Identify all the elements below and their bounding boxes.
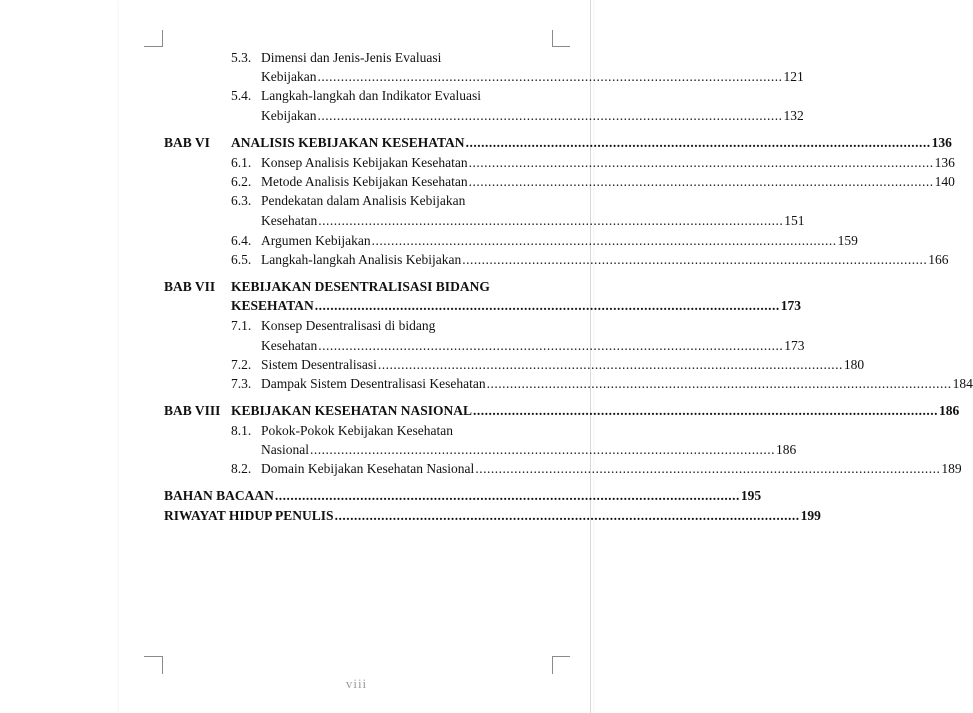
chapter-entry bbox=[231, 134, 952, 152]
toc-entry-line bbox=[261, 107, 804, 125]
chapter-title: RIWAYAT HIDUP PENULIS bbox=[164, 508, 334, 523]
toc-page-number: 121 bbox=[783, 69, 804, 84]
toc-entry bbox=[231, 173, 955, 191]
toc-entry-number: 6.1. bbox=[231, 155, 252, 170]
toc-entry-number: 5.4. bbox=[231, 88, 252, 103]
toc-entry-number: 8.2. bbox=[231, 461, 252, 476]
dot-leader: ........................................................................................................................ bbox=[318, 338, 784, 353]
toc-entry-number: 5.3. bbox=[231, 50, 252, 65]
chapter-title: ANALISIS KEBIJAKAN KESEHATAN bbox=[231, 135, 465, 150]
toc-entry-line bbox=[261, 212, 805, 230]
toc-page-number: 136 bbox=[934, 155, 955, 170]
toc-page-number: 199 bbox=[800, 508, 821, 523]
dot-leader: ........................................................................................................................ bbox=[377, 357, 843, 372]
toc-entry-number: 6.3. bbox=[231, 193, 252, 208]
toc-entry bbox=[231, 460, 962, 478]
toc-entry-number: 6.5. bbox=[231, 252, 252, 267]
toc-entry-title: Konsep Analisis Kebijakan Kesehatan bbox=[261, 155, 468, 170]
toc-entry bbox=[231, 251, 949, 269]
toc-page-number: 180 bbox=[843, 357, 865, 372]
toc-entry-title: Pokok-Pokok Kebijakan Kesehatan bbox=[261, 423, 453, 438]
toc-entry-line bbox=[261, 337, 805, 355]
chapter-entry bbox=[231, 402, 960, 420]
toc-entry bbox=[231, 87, 551, 105]
toc-entry-title: Sistem Desentralisasi bbox=[261, 357, 377, 372]
toc-page-number: 140 bbox=[934, 174, 955, 189]
chapter-title: KEBIJAKAN DESENTRALISASI BIDANG bbox=[231, 279, 490, 294]
toc-entry bbox=[231, 154, 955, 172]
toc-entry-title: Kesehatan bbox=[261, 213, 318, 228]
toc-entry-title: Langkah-langkah dan Indikator Evaluasi bbox=[261, 88, 482, 103]
toc-entry-line bbox=[261, 68, 804, 86]
toc-entry-number: 7.3. bbox=[231, 376, 252, 391]
chapter-label: BAB VI bbox=[164, 135, 210, 150]
toc-entry-title: Kebijakan bbox=[261, 69, 317, 84]
toc-entry-title: Kesehatan bbox=[261, 338, 318, 353]
toc-page-number: 136 bbox=[931, 135, 952, 150]
toc-entry bbox=[231, 356, 865, 374]
toc-entry-title: Argumen Kebijakan bbox=[261, 233, 371, 248]
chapter-entry bbox=[164, 507, 821, 525]
toc-entry bbox=[231, 49, 551, 67]
dot-leader: ........................................................................................................................ bbox=[468, 155, 934, 170]
toc-entry-title: Kebijakan bbox=[261, 108, 317, 123]
toc-entry-title: Dimensi dan Jenis-Jenis Evaluasi bbox=[261, 50, 442, 65]
toc-page-number: 132 bbox=[783, 108, 804, 123]
chapter-label: BAB VII bbox=[164, 279, 216, 294]
dot-leader: ........................................................................................................................ bbox=[475, 461, 941, 476]
chapter-entry bbox=[164, 487, 762, 505]
dot-leader: ........................................................................................................................ bbox=[468, 174, 934, 189]
toc-entry-title: Konsep Desentralisasi di bidang bbox=[261, 318, 436, 333]
chapter-title: BAHAN BACAAN bbox=[164, 488, 274, 503]
toc-entry-title: Pendekatan dalam Analisis Kebijakan bbox=[261, 193, 466, 208]
dot-leader: ........................................................................................................................ bbox=[334, 508, 800, 523]
toc-entry-number: 7.2. bbox=[231, 357, 252, 372]
dot-leader: ........................................................................................................................ bbox=[314, 298, 780, 313]
toc-entry bbox=[231, 317, 551, 335]
toc-entry bbox=[231, 375, 973, 393]
chapter-title: KESEHATAN bbox=[231, 298, 314, 313]
dot-leader: ........................................................................................................................ bbox=[486, 376, 952, 391]
toc-page-number: 173 bbox=[784, 338, 805, 353]
toc-page-number: 173 bbox=[780, 298, 802, 313]
dot-leader: ........................................................................................................................ bbox=[317, 108, 783, 123]
toc-page-number: 159 bbox=[837, 233, 858, 248]
dot-leader: ........................................................................................................................ bbox=[473, 403, 939, 418]
dot-leader: ........................................................................................................................ bbox=[310, 442, 775, 457]
toc-entry-number: 6.4. bbox=[231, 233, 252, 248]
dot-leader: ........................................................................................................................ bbox=[274, 488, 740, 503]
dot-leader: ........................................................................................................................ bbox=[371, 233, 837, 248]
dot-leader: ........................................................................................................................ bbox=[462, 252, 928, 267]
chapter-label: BAB VIII bbox=[164, 403, 221, 418]
toc-entry bbox=[231, 232, 858, 250]
toc-entry-title: Nasional bbox=[261, 442, 309, 457]
page-number: viii bbox=[345, 676, 368, 691]
toc-entry-number: 6.2. bbox=[231, 174, 252, 189]
toc-page-number: 186 bbox=[939, 403, 960, 418]
toc-entry-number: 7.1. bbox=[231, 318, 252, 333]
toc-entry-line bbox=[261, 441, 797, 459]
toc-page-number: 184 bbox=[952, 376, 973, 391]
toc-entry-title: Langkah-langkah Analisis Kebijakan bbox=[261, 252, 462, 267]
toc-page-number: 151 bbox=[784, 213, 805, 228]
chapter-title: KEBIJAKAN KESEHATAN NASIONAL bbox=[231, 403, 473, 418]
toc-entry-title: Domain Kebijakan Kesehatan Nasional bbox=[261, 461, 475, 476]
toc-page-number: 189 bbox=[941, 461, 962, 476]
toc-page-number: 166 bbox=[928, 252, 949, 267]
toc-page-number: 195 bbox=[740, 488, 762, 503]
dot-leader: ........................................................................................................................ bbox=[318, 213, 784, 228]
toc-entry-title: Metode Analisis Kebijakan Kesehatan bbox=[261, 174, 468, 189]
toc-entry-number: 8.1. bbox=[231, 423, 252, 438]
toc-entry bbox=[231, 422, 551, 440]
dot-leader: ........................................................................................................................ bbox=[465, 135, 931, 150]
chapter-entry bbox=[231, 297, 802, 315]
dot-leader: ........................................................................................................................ bbox=[317, 69, 783, 84]
toc-entry-title: Dampak Sistem Desentralisasi Kesehatan bbox=[261, 376, 486, 391]
toc-page-number: 186 bbox=[776, 442, 797, 457]
toc-entry bbox=[231, 192, 551, 210]
